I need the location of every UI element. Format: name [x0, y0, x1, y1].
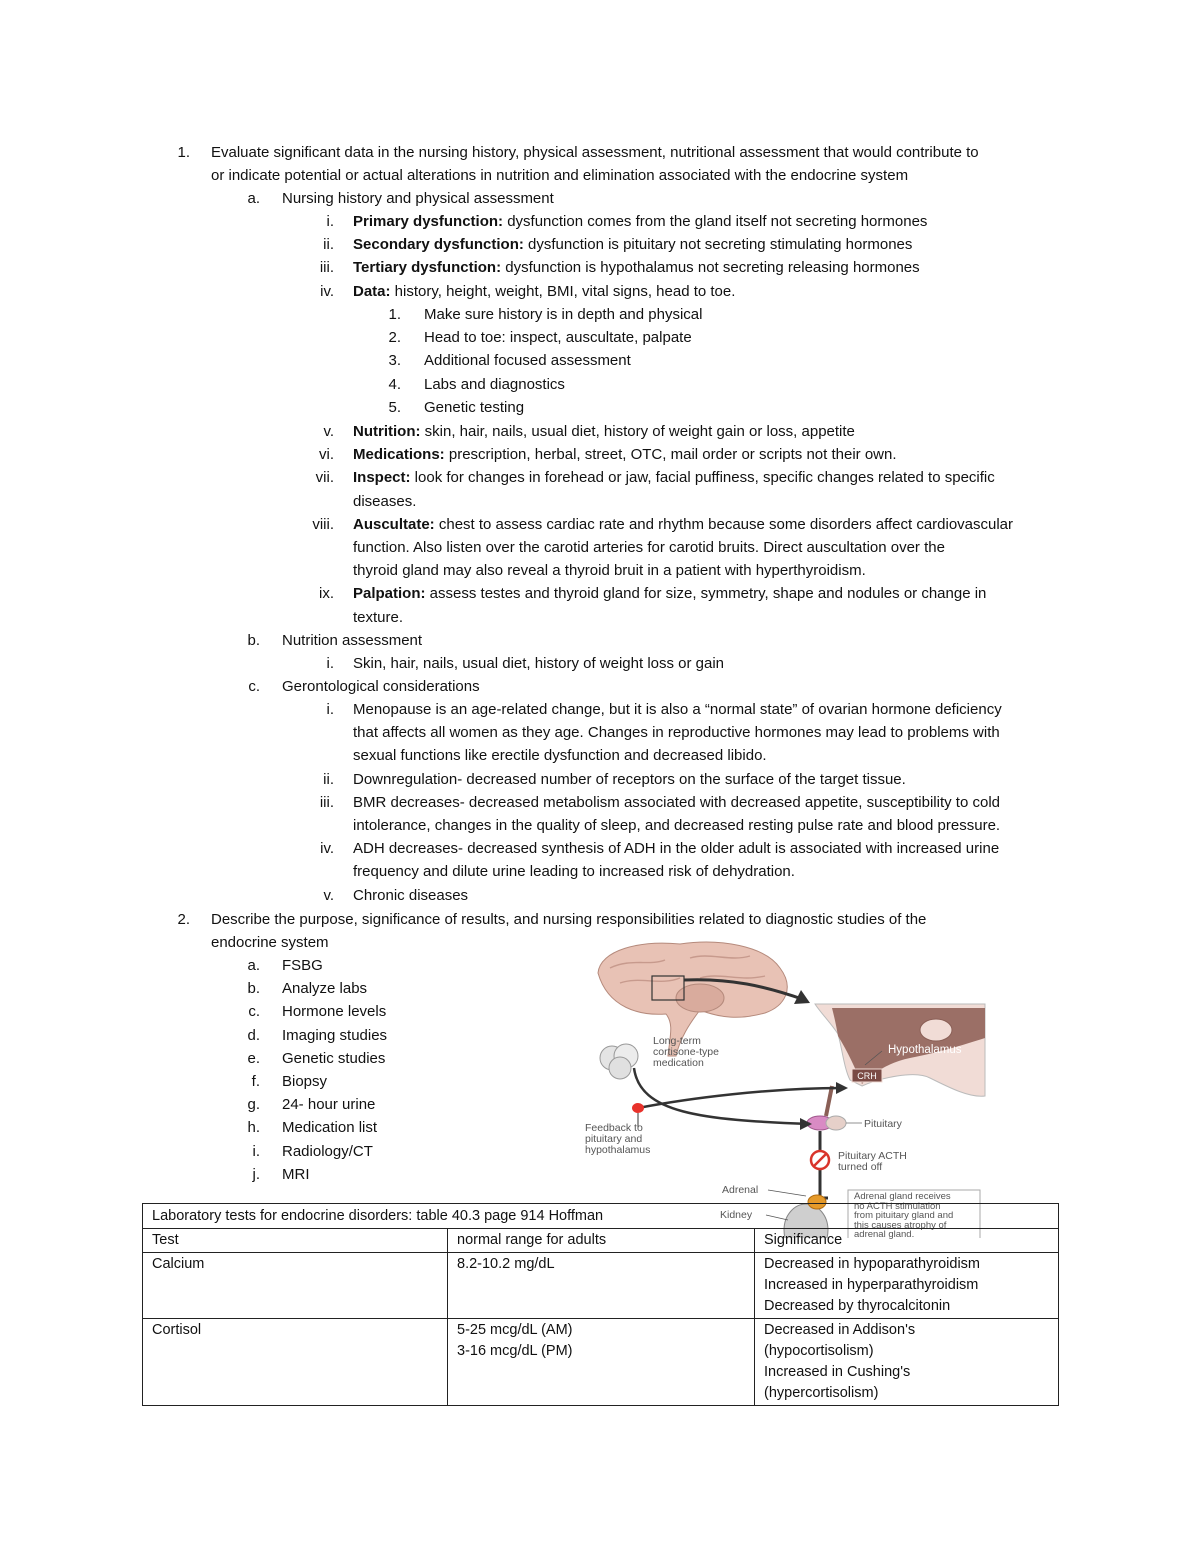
list-text-body: Menopause is an age-related change, but it is also a “normal state” of ovarian hormone deficiency — [353, 701, 1002, 718]
term-label: Palpation: — [353, 585, 426, 603]
table-row — [143, 1319, 1059, 1406]
list-marker: i. — [252, 1142, 260, 1160]
section-2-number: 2. — [177, 911, 190, 928]
list-text-body: FSBG — [282, 957, 323, 974]
list-marker: d. — [247, 1026, 260, 1044]
list-text-body: dysfunction is pituitary not secreting stimulating hormones — [523, 236, 913, 254]
list-marker: j. — [252, 1165, 260, 1183]
list-text-body: Additional focused assessment — [424, 352, 631, 370]
list-marker: f. — [251, 1073, 260, 1090]
label-pituitary: Pituitary — [864, 1118, 902, 1130]
cell-range: 8.2-10.2 mg/dL — [448, 1253, 755, 1319]
list-text — [353, 212, 927, 232]
list-text — [353, 584, 986, 604]
list-text-body: Imaging studies — [282, 1026, 388, 1044]
list-marker: 5. — [388, 398, 401, 416]
list-text-body: prescription, herbal, street, OTC, mail order or scripts not their own. — [444, 446, 897, 464]
feedback-marker — [632, 1103, 644, 1113]
list-text-body: MRI — [282, 1165, 310, 1183]
list-text-continuation: texture. — [353, 608, 404, 626]
list-text-body: Chronic diseases — [353, 886, 469, 904]
list-marker: a. — [247, 957, 260, 974]
list-marker: e. — [247, 1049, 260, 1067]
label-hypothalamus: Hypothalamus — [888, 1044, 962, 1056]
term-label: Secondary dysfunction: — [353, 236, 524, 254]
list-text — [282, 1095, 375, 1115]
list-text-continuation: intolerance, changes in the quality of sleep, and decreased resting pulse rate and blood pressure. — [353, 817, 1001, 834]
term-label: Primary dysfunction: — [353, 213, 504, 230]
crh-text: CRH — [857, 1071, 877, 1081]
cell-range: 5-25 mcg/dL (AM) 3-16 mcg/dL (PM) — [448, 1319, 755, 1406]
header-test: Test — [143, 1229, 448, 1253]
label-medication: Long-term cortisone-type medication — [653, 1035, 719, 1069]
list-text-body: 24- hour urine — [282, 1096, 376, 1114]
list-text-body: dysfunction comes from the gland itself not secreting hormones — [503, 213, 928, 230]
list-text-body: Medication list — [282, 1119, 378, 1137]
list-text — [353, 445, 897, 465]
list-text-body: assess testes and thyroid gland for size, symmetry, shape and nodules or change in — [425, 585, 987, 603]
section-1-number: 1. — [177, 144, 190, 161]
list-text-continuation: sexual functions like erectile dysfunction and decreased libido. — [353, 747, 767, 765]
list-text-continuation: function. Also listen over the carotid arteries for carotid bruits. Direct auscultation over the — [353, 539, 945, 556]
list-marker: i. — [326, 655, 334, 672]
list-marker: i. — [326, 701, 334, 718]
list-text-body: chest to assess cardiac rate and rhythm because some disorders affect cardiovascular — [434, 515, 1014, 533]
list-text — [353, 654, 724, 674]
list-text-body: BMR decreases- decreased metabolism associated with decreased appetite, susceptibility to cold — [353, 793, 1000, 811]
list-text — [353, 235, 912, 255]
list-text-body: Genetic testing — [424, 398, 525, 416]
list-marker: 1. — [388, 306, 401, 323]
term-label: Nutrition: — [353, 423, 421, 440]
term-label: Tertiary dysfunction: — [353, 259, 502, 277]
item-c-marker: c. — [248, 678, 260, 695]
item-c-label: Gerontological considerations — [282, 678, 480, 695]
list-text-body: Labs and diagnostics — [424, 375, 565, 393]
table-header-row — [143, 1229, 1059, 1253]
list-text — [282, 956, 323, 976]
list-text — [282, 979, 367, 999]
section-1-text-line2: or indicate potential or actual alterations in nutrition and elimination associated with the endocrine system — [211, 167, 909, 184]
label-adrenal-note: Adrenal gland receives no ACTH stimulation from pituitary gland and this causes atrophy of adrenal gland. — [854, 1191, 954, 1240]
label-adrenal: Adrenal — [722, 1184, 759, 1196]
list-marker: c. — [248, 1003, 260, 1021]
list-text-continuation: that affects all women as they age. Changes in reproductive hormones may lead to problems with — [353, 724, 1000, 742]
header-range: normal range for adults — [448, 1229, 755, 1253]
list-marker: iii. — [319, 259, 334, 277]
list-text-body: look for changes in forehead or jaw, facial puffiness, specific changes related to specific — [410, 469, 995, 487]
item-b-label: Nutrition assessment — [282, 632, 423, 649]
list-text — [353, 468, 995, 488]
list-marker: i. — [326, 213, 334, 230]
list-text-body: ADH decreases- decreased synthesis of ADH in the older adult is associated with increased urine — [353, 840, 1000, 858]
list-text — [282, 1142, 373, 1162]
hpa-axis-figure — [580, 938, 1000, 1238]
list-text — [282, 1118, 377, 1138]
list-text-body: Analyze labs — [282, 980, 368, 998]
list-text — [353, 282, 735, 302]
cell-test: Calcium — [143, 1253, 448, 1319]
list-marker: vii. — [315, 469, 334, 487]
list-marker: g. — [247, 1096, 260, 1114]
list-text — [353, 839, 999, 859]
term-label: Data: — [353, 282, 391, 300]
list-text-body: Radiology/CT — [282, 1142, 373, 1160]
list-text-continuation: diseases. — [353, 492, 417, 510]
list-marker: ii. — [323, 236, 334, 254]
list-text — [424, 375, 565, 395]
list-text-continuation: frequency and dilute urine leading to increased risk of dehydration. — [353, 863, 795, 881]
list-text-continuation: thyroid gland may also reveal a thyroid bruit in a patient with hyperthyroidism. — [353, 562, 866, 580]
list-text-body: Downregulation- decreased number of receptors on the surface of the target tissue. — [353, 770, 906, 788]
list-marker: 3. — [388, 352, 401, 370]
list-marker: iii. — [319, 793, 334, 811]
list-text — [282, 1072, 327, 1092]
list-text — [424, 351, 631, 371]
list-text — [353, 258, 920, 278]
list-text — [282, 1165, 310, 1185]
list-marker: 2. — [388, 329, 401, 347]
lab-tests-table — [142, 1203, 1059, 1406]
list-marker: iv. — [320, 840, 334, 858]
list-marker: v. — [323, 423, 334, 440]
cell-significance: Decreased in hypoparathyroidism Increased in hyperparathyroidism Decreased by thyrocalcitonin — [755, 1253, 1059, 1319]
list-text — [353, 515, 1013, 535]
list-text-body: skin, hair, nails, usual diet, history of weight gain or loss, appetite — [420, 423, 855, 440]
feedback-arrow-lower — [638, 1088, 842, 1108]
label-feedback: Feedback to pituitary and hypothalamus — [585, 1122, 651, 1156]
list-text — [353, 886, 468, 906]
cell-significance: Decreased in Addison's (hypocortisolism) Increased in Cushing's (hypercortisolism) — [755, 1319, 1059, 1406]
section-1-text-line1: Evaluate significant data in the nursing history, physical assessment, nutritional assessment that would contribute to — [211, 144, 979, 161]
list-text — [353, 422, 855, 442]
list-marker: h. — [247, 1119, 260, 1137]
list-marker: b. — [247, 980, 260, 998]
list-text — [282, 1026, 387, 1046]
header-significance: Significance — [755, 1229, 1059, 1253]
list-text-body: Genetic studies — [282, 1049, 386, 1067]
list-text-body: Biopsy — [282, 1073, 328, 1090]
list-text-body: Make sure history is in depth and physical — [424, 306, 703, 323]
list-text — [424, 305, 702, 325]
term-label: Inspect: — [353, 469, 411, 487]
list-marker: iv. — [320, 282, 334, 300]
list-text — [353, 770, 906, 790]
table-caption-row — [143, 1204, 1059, 1229]
list-text — [282, 1002, 386, 1022]
table-row — [143, 1253, 1059, 1319]
list-marker: 4. — [388, 375, 401, 393]
list-text — [282, 1049, 385, 1069]
list-text — [424, 328, 692, 348]
label-kidney: Kidney — [720, 1209, 753, 1221]
list-marker: ii. — [323, 770, 334, 788]
term-label: Auscultate: — [353, 515, 435, 533]
list-text-body: Hormone levels — [282, 1003, 387, 1021]
item-a-marker: a. — [247, 190, 260, 207]
item-b-marker: b. — [247, 632, 260, 649]
term-label: Medications: — [353, 446, 445, 464]
label-acth: Pituitary ACTH turned off — [838, 1150, 907, 1173]
section-2-text-line2: endocrine system — [211, 934, 329, 951]
item-a-label: Nursing history and physical assessment — [282, 190, 554, 207]
section-2-text-line1: Describe the purpose, significance of results, and nursing responsibilities related to diagnostic studies of the — [211, 911, 927, 928]
list-text-body: Skin, hair, nails, usual diet, history of weight loss or gain — [353, 655, 725, 672]
list-text — [353, 700, 1002, 720]
list-text — [353, 793, 1000, 813]
list-text — [424, 398, 524, 418]
list-marker: vi. — [319, 446, 334, 464]
list-text-body: history, height, weight, BMI, vital signs, head to toe. — [390, 282, 736, 300]
cell-test: Cortisol — [143, 1319, 448, 1406]
list-text-body: Head to toe: inspect, auscultate, palpate — [424, 329, 692, 347]
table-caption: Laboratory tests for endocrine disorders: table 40.3 page 914 Hoffman — [143, 1204, 1059, 1229]
list-marker: ix. — [319, 585, 334, 603]
list-marker: v. — [323, 886, 334, 904]
list-text-body: dysfunction is hypothalamus not secreting releasing hormones — [501, 259, 920, 277]
list-marker: viii. — [312, 515, 334, 533]
